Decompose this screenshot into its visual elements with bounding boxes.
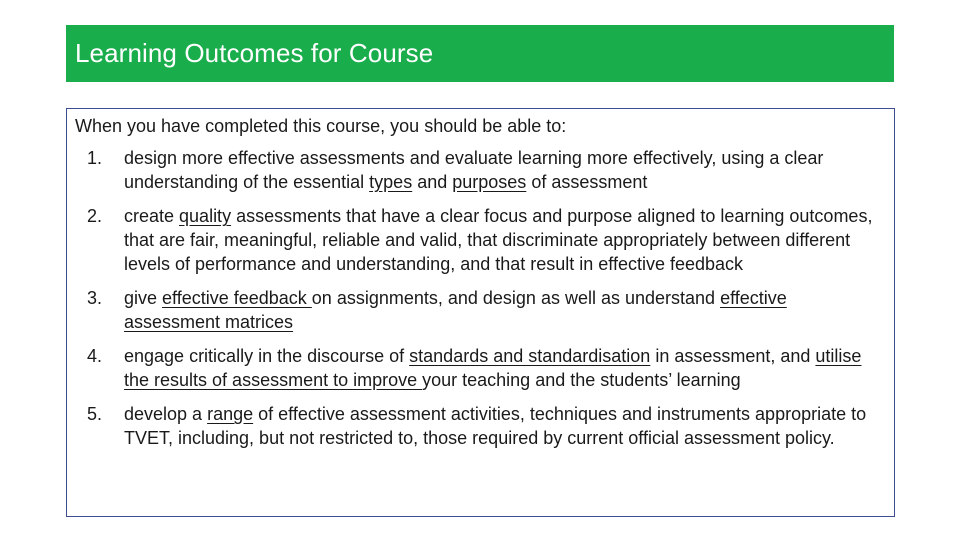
underlined-term: standards and standardisation <box>409 346 651 366</box>
intro-text: When you have completed this course, you should be able to: <box>75 116 567 136</box>
underlined-term: range <box>207 404 254 424</box>
outcome-number: 4. <box>87 346 103 366</box>
title-banner <box>66 25 894 82</box>
underlined-term: purposes <box>452 172 527 192</box>
underlined-term: effective assessment matrices <box>124 288 787 332</box>
outcome-text: create quality assessments that have a clear focus and purpose aligned to learning outcomes, that are fair, meaningful, reliable and valid, that discriminate appropriately between different levels of performance and understanding, and that result in effective feedback <box>124 206 873 274</box>
outcome-item-1 <box>75 146 884 194</box>
outcome-item-2 <box>75 204 884 276</box>
outcomes-box <box>66 108 895 517</box>
outcome-number: 1. <box>87 148 103 168</box>
outcome-item-5 <box>75 402 884 450</box>
outcome-item-4 <box>75 344 884 392</box>
slide-title: Learning Outcomes for Course <box>75 38 434 68</box>
outcomes-list <box>75 146 884 450</box>
outcome-number: 2. <box>87 206 103 226</box>
underlined-term: types <box>369 172 413 192</box>
underlined-term: quality <box>179 206 232 226</box>
underlined-term: utilise the results of assessment to improve <box>124 346 862 390</box>
underlined-term: effective feedback <box>162 288 312 308</box>
outcome-text: engage critically in the discourse of standards and standardisation in assessment, and utilise the results of assessment to improve your teaching and the students’ learning <box>124 346 862 390</box>
outcome-item-3 <box>75 286 884 334</box>
outcome-number: 5. <box>87 404 103 424</box>
outcome-number: 3. <box>87 288 103 308</box>
outcome-text: give effective feedback on assignments, and design as well as understand effective assessment matrices <box>124 288 787 332</box>
outcome-text: develop a range of effective assessment activities, techniques and instruments appropriate to TVET, including, but not restricted to, those required by current official assessment policy. <box>124 404 867 448</box>
outcome-text: design more effective assessments and evaluate learning more effectively, using a clear understanding of the essential types and purposes of assessment <box>124 148 824 192</box>
